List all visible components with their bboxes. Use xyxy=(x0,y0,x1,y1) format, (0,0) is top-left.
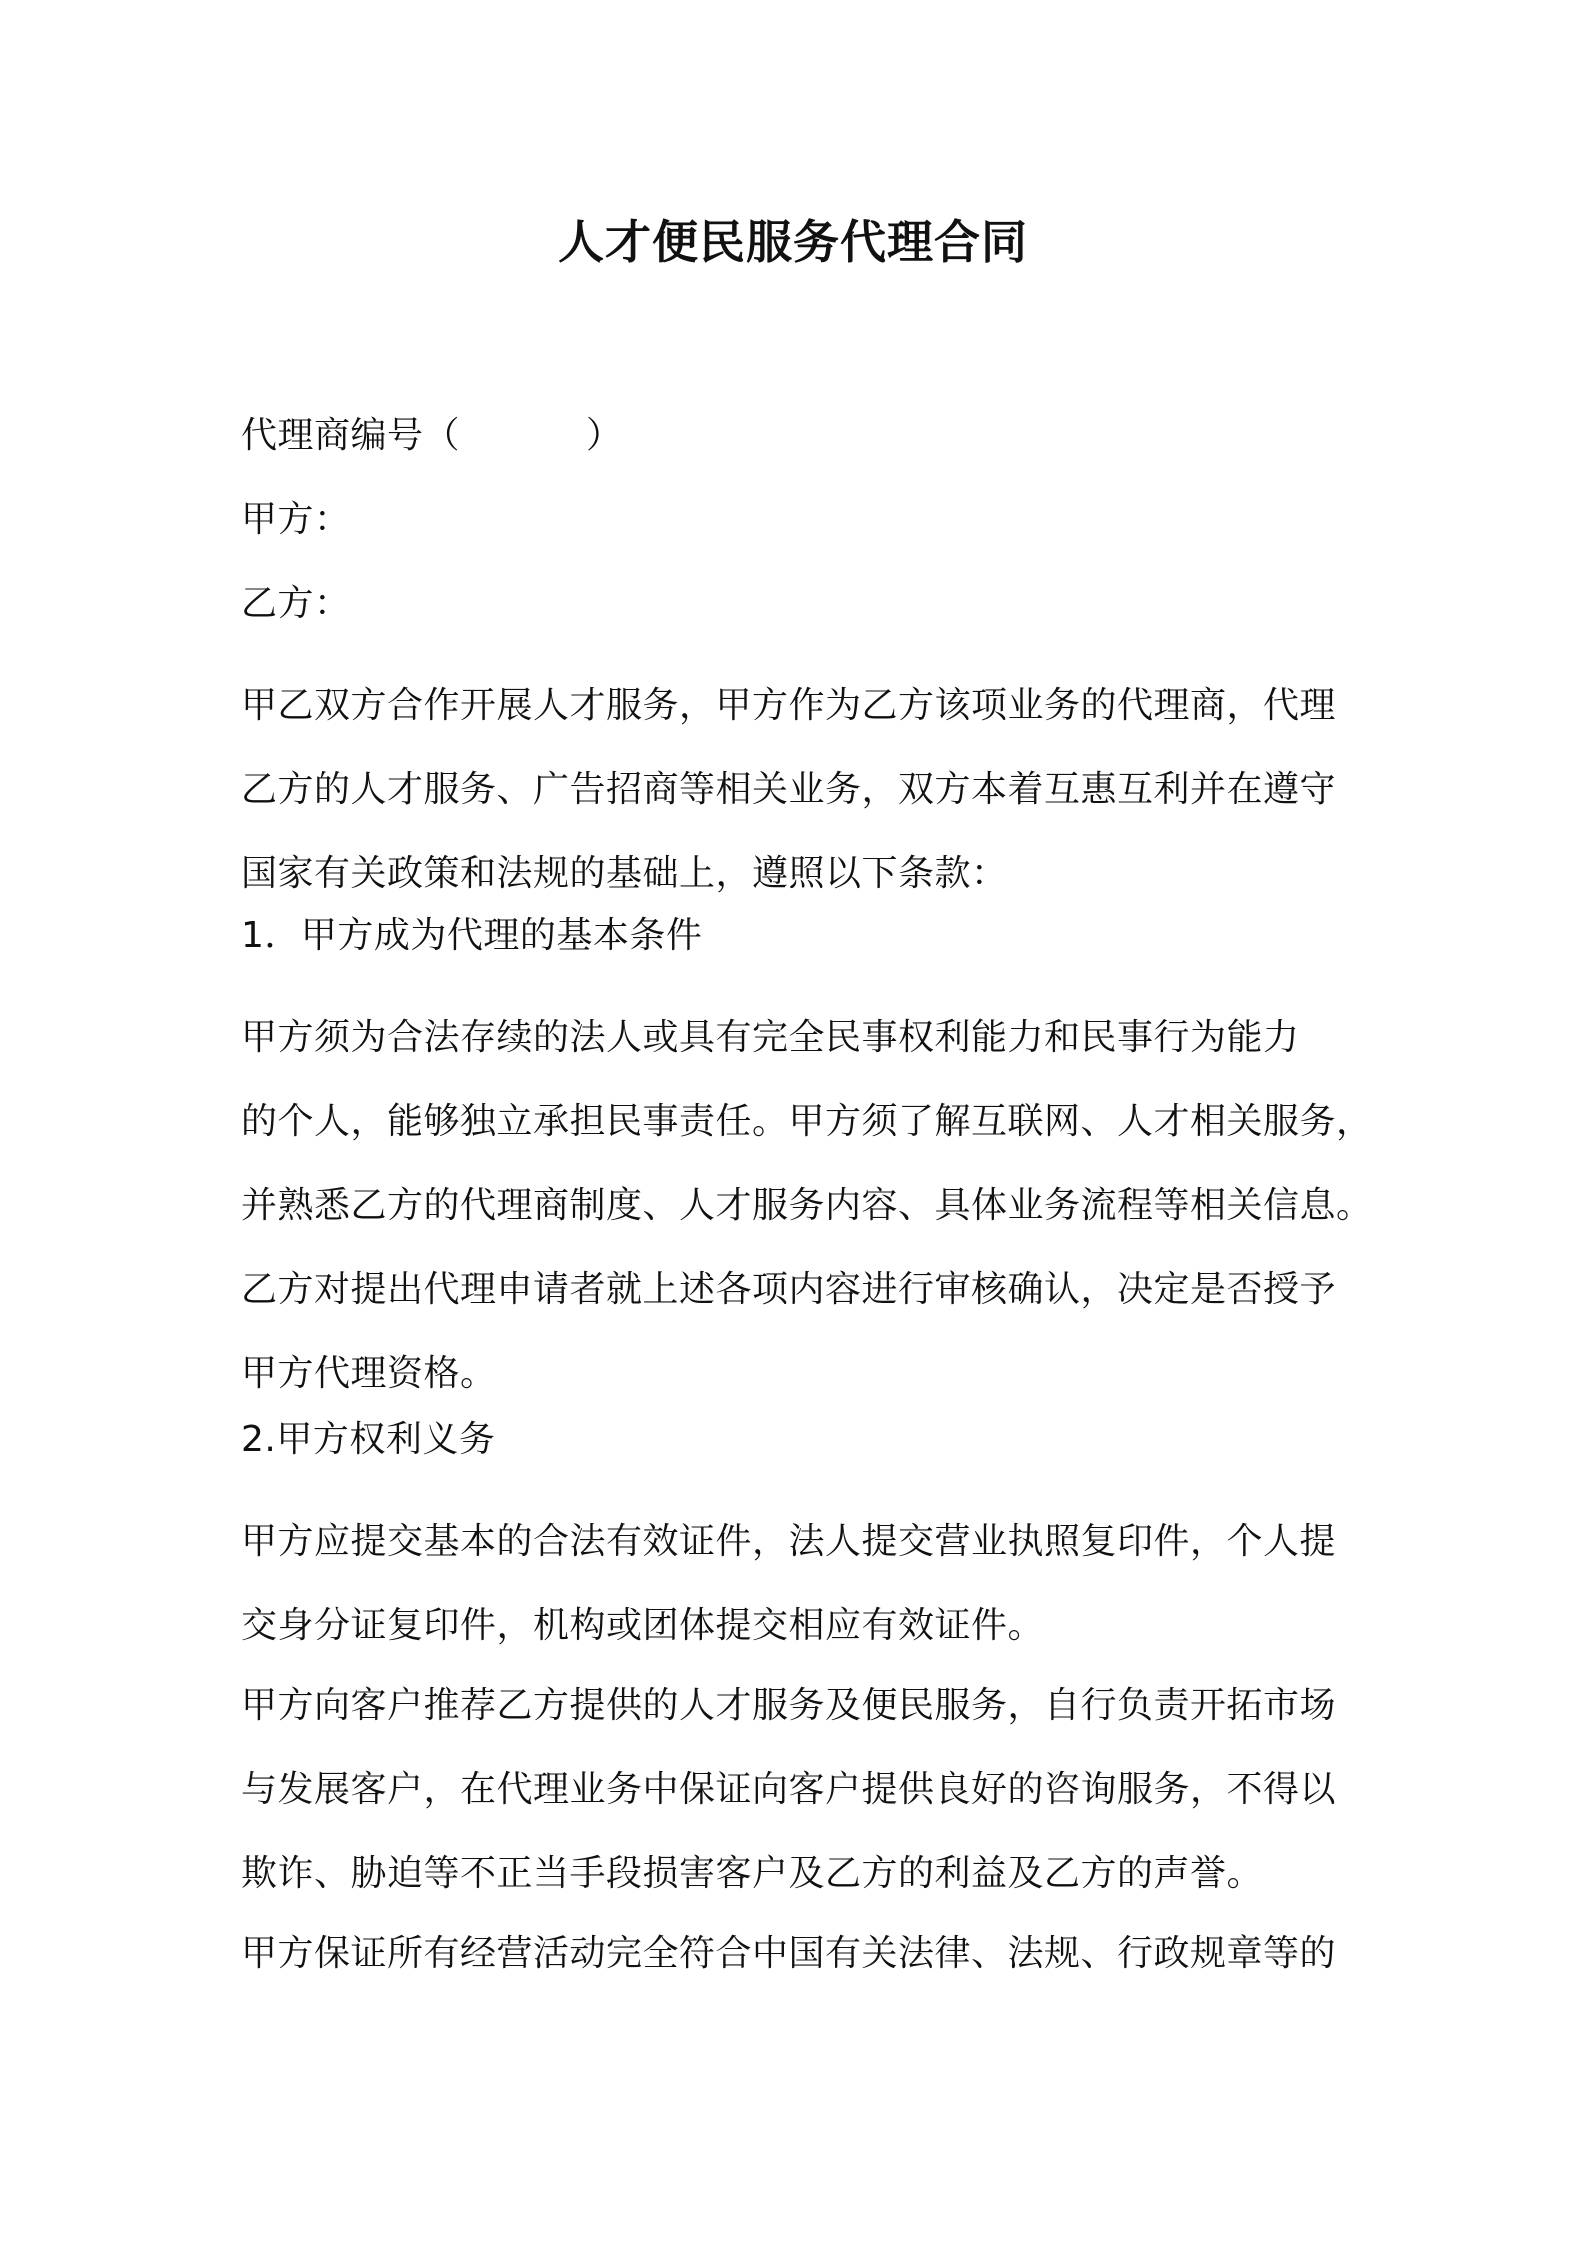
section-2-heading: 2.甲方权利义务 xyxy=(241,1419,496,1460)
intro-paragraph xyxy=(241,664,1361,916)
section-1-line: 的个人，能够独立承担民事责任。甲方须了解互联网、人才相关服务， xyxy=(241,1101,1373,1142)
document-title: 人才便民服务代理合同 xyxy=(558,215,1028,269)
section-1-paragraph xyxy=(241,996,1373,1416)
section-2-paragraph-1 xyxy=(241,1500,1361,1668)
intro-line: 甲乙双方合作开展人才服务，甲方作为乙方该项业务的代理商，代理 xyxy=(241,685,1337,726)
section-2-line: 欺诈、胁迫等不正当手段损害客户及乙方的利益及乙方的声誉。 xyxy=(241,1853,1264,1894)
section-2-line: 甲方向客户推荐乙方提供的人才服务及便民服务，自行负责开拓市场 xyxy=(241,1685,1337,1726)
section-1-line: 甲方须为合法存续的法人或具有完全民事权利能力和民事行为能力 xyxy=(241,1017,1300,1058)
section-1-heading: 1．甲方成为代理的基本条件 xyxy=(241,915,703,956)
section-2-line: 甲方应提交基本的合法有效证件，法人提交营业执照复印件，个人提 xyxy=(241,1521,1337,1562)
party-b-label: 乙方： xyxy=(241,583,351,624)
agent-number-close: ） xyxy=(586,415,623,456)
agent-number-line xyxy=(241,412,1361,460)
section-2-paragraph-3 xyxy=(241,1912,1361,1996)
party-a-label: 甲方： xyxy=(241,499,351,540)
section-1-line: 甲方代理资格。 xyxy=(241,1353,497,1394)
section-2-paragraph-2 xyxy=(241,1664,1361,1916)
agent-number-label: 代理商编号（ xyxy=(241,415,461,456)
section-2-line: 甲方保证所有经营活动完全符合中国有关法律、法规、行政规章等的 xyxy=(241,1933,1337,1974)
intro-line: 乙方的人才服务、广告招商等相关业务，双方本着互惠互利并在遵守 xyxy=(241,769,1337,810)
intro-line: 国家有关政策和法规的基础上，遵照以下条款： xyxy=(241,853,1008,894)
section-1-line: 并熟悉乙方的代理商制度、人才服务内容、具体业务流程等相关信息。 xyxy=(241,1185,1373,1226)
section-2-line: 交身分证复印件，机构或团体提交相应有效证件。 xyxy=(241,1605,1045,1646)
section-2-line: 与发展客户，在代理业务中保证向客户提供良好的咨询服务，不得以 xyxy=(241,1769,1337,1810)
section-1-line: 乙方对提出代理申请者就上述各项内容进行审核确认，决定是否授予 xyxy=(241,1269,1337,1310)
